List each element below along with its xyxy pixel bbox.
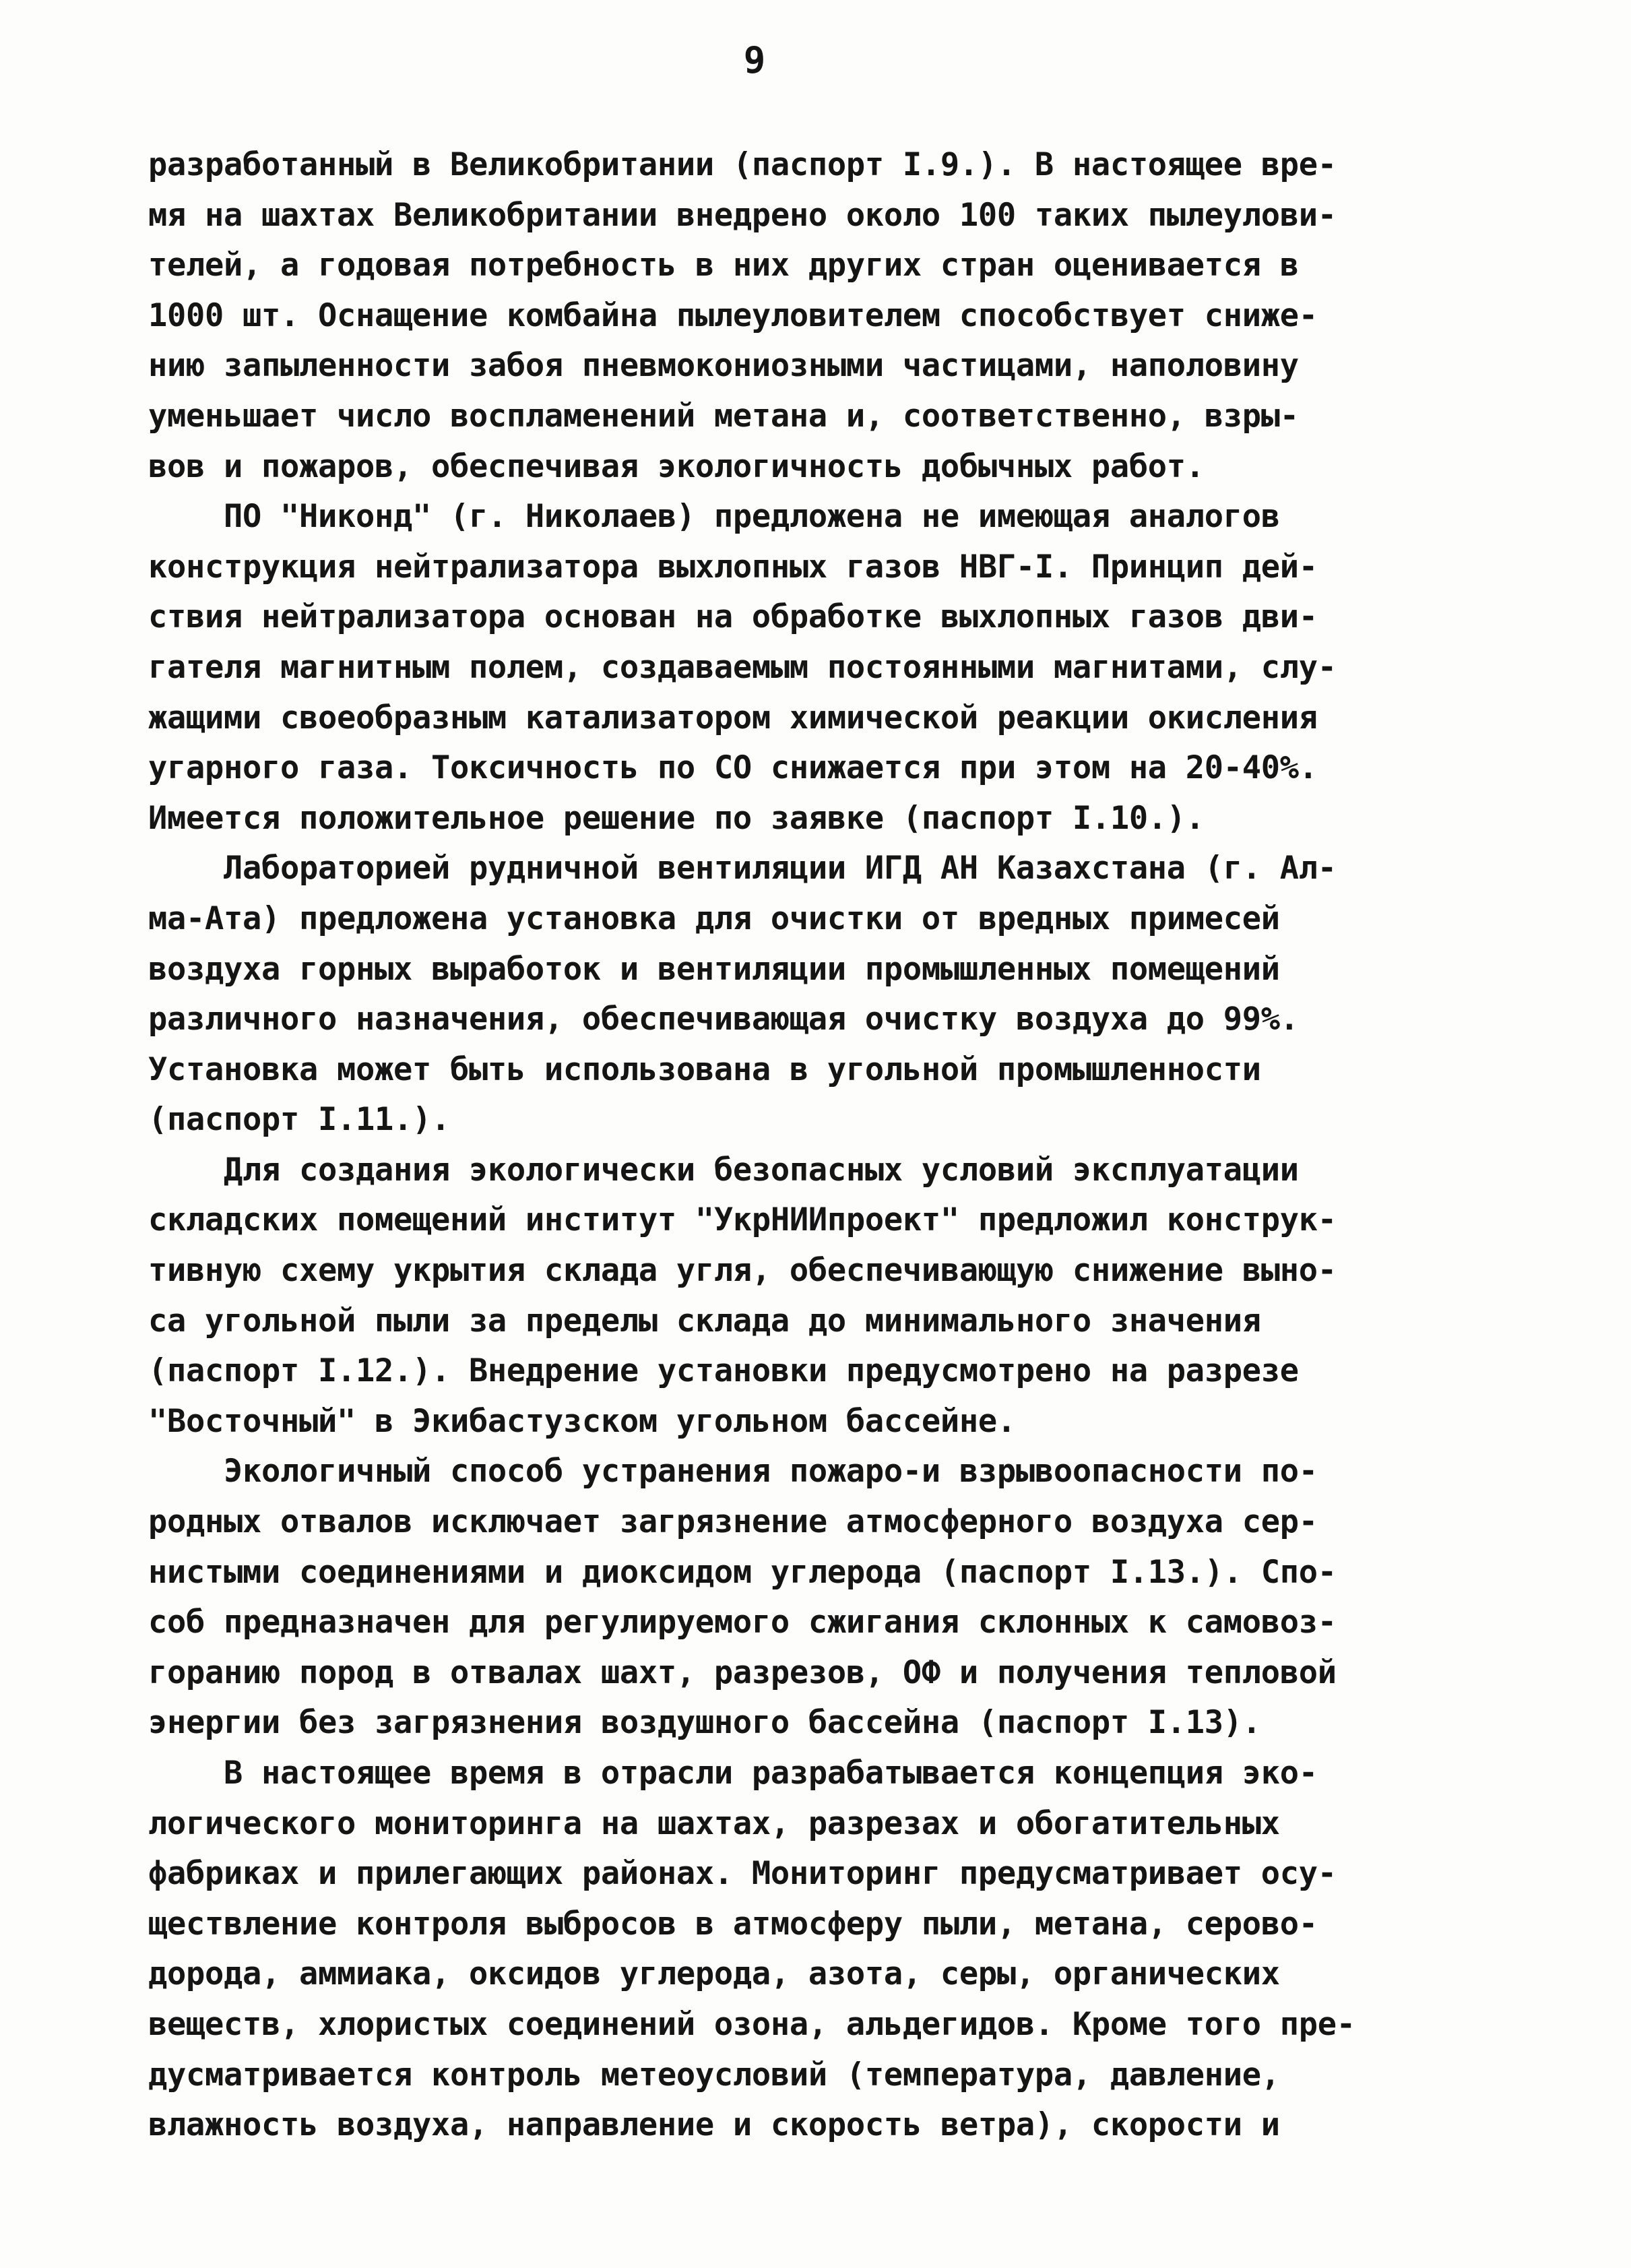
text-line: Лабораторией рудничной вентиляции ИГД АН Казахстана (г. Ал- — [148, 850, 1337, 887]
text-line: Имеется положительное решение по заявке (паспорт I.10.). — [148, 799, 1205, 837]
text-line: жащими своеобразным катализатором химической реакции окисления — [148, 699, 1318, 736]
text-line: складских помещений институт "УкрНИИпроект" предложил конструк- — [148, 1201, 1337, 1239]
text-line: тивную схему укрытия склада угля, обеспечивающую снижение выно- — [148, 1252, 1337, 1290]
text-line: различного назначения, обеспечивающая очистку воздуха до 99%. — [148, 1001, 1299, 1038]
text-line: разработанный в Великобритании (паспорт I.9.). В настоящее вре- — [148, 146, 1337, 183]
text-line: Для создания экологически безопасных условий эксплуатации — [148, 1151, 1299, 1189]
text-line: угарного газа. Токсичность по СО снижается при этом на 20-40%. — [148, 749, 1318, 787]
text-line: "Восточный" в Экибастузском угольном бассейне. — [148, 1402, 1016, 1440]
text-line: Экологичный способ устранения пожаро-и взрывоопасности по- — [148, 1453, 1318, 1490]
text-line: нистыми соединениями и диоксидом углерода (паспорт I.13.). Спо- — [148, 1553, 1337, 1591]
text-line: конструкция нейтрализатора выхлопных газов НВГ-I. Принцип дей- — [148, 548, 1318, 586]
text-line: (паспорт I.12.). Внедрение установки предусмотрено на разрезе — [148, 1352, 1299, 1390]
text-line: родных отвалов исключает загрязнение атмосферного воздуха сер- — [148, 1503, 1318, 1541]
text-line: дорода, аммиака, оксидов углерода, азота, серы, органических — [148, 1955, 1280, 1993]
text-line: влажность воздуха, направление и скорость ветра), скорости и — [148, 2106, 1280, 2144]
text-line: нию запыленности забоя пневмокониозными частицами, наполовину — [148, 347, 1299, 385]
text-line: ма-Ата) предложена установка для очистки от вредных примесей — [148, 900, 1280, 937]
text-line: логического мониторинга на шахтах, разрезах и обогатительных — [148, 1804, 1280, 1842]
text-line: телей, а годовая потребность в них других стран оценивается в — [148, 247, 1299, 284]
text-line: ствия нейтрализатора основан на обработке выхлопных газов дви- — [148, 598, 1318, 636]
text-line: уменьшает число воспламенений метана и, соответственно, взры- — [148, 397, 1299, 435]
text-line: мя на шахтах Великобритании внедрено около 100 таких пылеулови- — [148, 196, 1337, 234]
text-line: са угольной пыли за пределы склада до минимального значения — [148, 1302, 1261, 1340]
text-line: 1000 шт. Оснащение комбайна пылеуловителем способствует сниже- — [148, 296, 1318, 334]
text-line: фабриках и прилегающих районах. Мониторинг предусматривает осу- — [148, 1855, 1337, 1893]
text-line: гателя магнитным полем, создаваемым постоянными магнитами, слу- — [148, 648, 1337, 686]
text-line: энергии без загрязнения воздушного бассейна (паспорт I.13). — [148, 1704, 1261, 1742]
text-line: веществ, хлористых соединений озона, альдегидов. Кроме того пре- — [148, 2005, 1355, 2043]
text-line: (паспорт I.11.). — [148, 1101, 450, 1139]
text-line: горанию пород в отвалах шахт, разрезов, ОФ и получения тепловой — [148, 1653, 1337, 1691]
text-line: соб предназначен для регулируемого сжигания склонных к самовоз- — [148, 1604, 1337, 1641]
text-line: Установка может быть использована в угольной промышленности — [148, 1050, 1261, 1088]
text-line: воздуха горных выработок и вентиляции промышленных помещений — [148, 950, 1280, 988]
text-line: ществление контроля выбросов в атмосферу пыли, метана, серово- — [148, 1905, 1318, 1943]
page-number: 9 — [743, 39, 766, 82]
body-text — [148, 140, 1496, 2151]
text-line: вов и пожаров, обеспечивая экологичность добычных работ. — [148, 447, 1205, 485]
text-line: дусматривается контроль метеоусловий (температура, давление, — [148, 2056, 1280, 2093]
text-line: В настоящее время в отрасли разрабатывается концепция эко- — [148, 1755, 1318, 1792]
text-line: ПО "Никонд" (г. Николаев) предложена не имеющая аналогов — [148, 498, 1280, 536]
